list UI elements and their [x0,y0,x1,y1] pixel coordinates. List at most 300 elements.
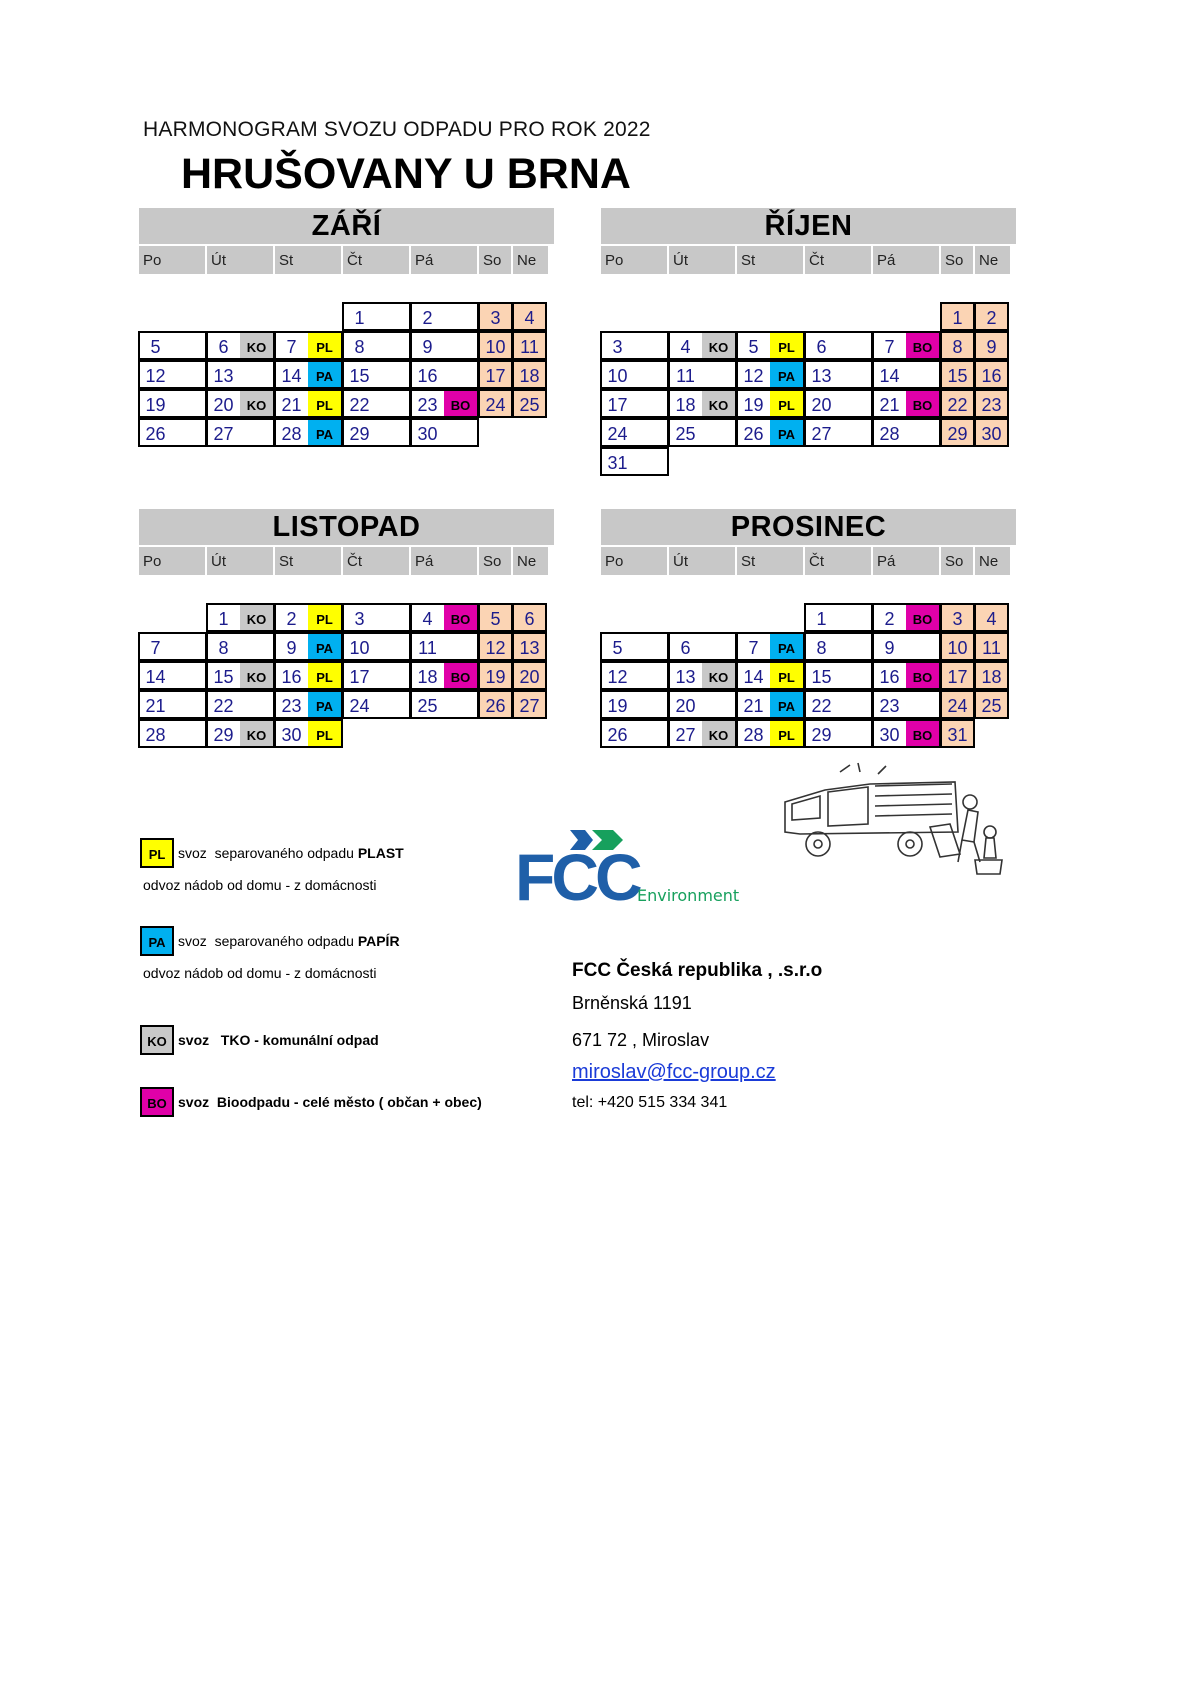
legend-bo-prefix: svoz [178,1094,217,1110]
company-name: FCC Česká republika , .s.r.o [572,960,823,981]
calendar-day [600,418,669,447]
day-number: 29 [811,725,832,745]
weekday-label: Ne [975,246,1010,274]
calendar-day [410,418,479,447]
day-number: 11 [982,638,1001,658]
calendar-day [478,603,513,632]
day-number: 8 [354,337,365,357]
calendar-day [206,360,275,389]
town-title: HRUŠOVANY U BRNA [181,150,631,198]
calendar-day [138,690,207,719]
weekday-row [139,246,554,274]
day-number: 9 [422,337,433,357]
calendar-day [478,632,513,661]
day-number: 14 [879,366,900,386]
weekday-label: Po [139,547,205,575]
day-number: 20 [675,696,696,716]
day-number: 18 [417,667,438,687]
day-number: 17 [947,667,968,687]
day-number: 13 [675,667,696,687]
calendar-day [872,661,941,690]
weekday-label: Út [207,547,273,575]
day-number: 8 [218,638,229,658]
weekday-label: Po [601,246,667,274]
day-number: 23 [981,395,1002,415]
weekday-row [601,547,1016,575]
collection-tag-pa: PA [308,692,341,717]
day-number: 19 [485,667,506,687]
calendar-day [512,603,547,632]
day-number: 23 [417,395,438,415]
logo-subtitle: Environment [637,886,740,905]
month-rijen [601,208,1016,473]
weekday-label: Po [139,246,205,274]
collection-tag-ko: KO [240,663,273,688]
day-number: 4 [524,308,535,328]
calendar-day [478,389,513,418]
day-number: 7 [150,638,161,658]
calendar-day [342,690,411,719]
collection-tag-pl: PL [770,391,803,416]
calendar-day [206,331,275,360]
calendar-day [410,302,479,331]
day-number: 30 [879,725,900,745]
calendar-day [872,360,941,389]
calendar-day [600,331,669,360]
legend-pa-bold: PAPÍR [357,933,400,949]
calendar-day [736,719,805,748]
collection-tag-bo: BO [906,391,939,416]
day-number: 16 [281,667,302,687]
day-number: 9 [986,337,997,357]
calendar-day [410,389,479,418]
legend-bo-bold: Bioodpadu - celé město ( občan + obec) [216,1094,482,1110]
calendar-day [274,360,343,389]
calendar-day [668,632,737,661]
month-prosinec [601,509,1016,745]
calendar-day [410,603,479,632]
calendar-day [974,661,1009,690]
calendar-day [206,719,275,748]
day-number: 13 [811,366,832,386]
day-number: 13 [213,366,234,386]
month-zari [139,208,554,444]
day-number: 17 [485,366,506,386]
day-number: 10 [485,337,506,357]
day-number: 30 [281,725,302,745]
weekday-label: So [479,246,511,274]
collection-tag-ko: KO [240,605,273,630]
weekday-label: Pá [873,246,939,274]
month-listopad [139,509,554,745]
day-number: 21 [145,696,166,716]
day-number: 26 [743,424,764,444]
day-number: 6 [218,337,229,357]
calendar-day [138,389,207,418]
calendar-day [274,661,343,690]
day-number: 27 [811,424,832,444]
calendar-day [478,661,513,690]
calendar-day [600,661,669,690]
calendar-day [736,331,805,360]
calendar-day [600,690,669,719]
day-number: 10 [947,638,968,658]
day-number: 9 [884,638,895,658]
weekday-label: Ne [513,246,548,274]
day-number: 14 [281,366,302,386]
calendar-day [804,418,873,447]
calendar-day [342,418,411,447]
day-number: 19 [743,395,764,415]
day-number: 5 [490,609,501,629]
day-number: 19 [145,395,166,415]
calendar-day [974,418,1009,447]
collection-tag-pl: PL [308,663,341,688]
calendar-day [342,603,411,632]
calendar-day [736,389,805,418]
calendar-day [478,690,513,719]
calendar-day [342,632,411,661]
day-number: 12 [743,366,764,386]
day-number: 18 [519,366,540,386]
day-number: 24 [485,395,506,415]
company-email-link[interactable]: miroslav@fcc-group.cz [572,1061,776,1083]
day-number: 4 [422,609,433,629]
day-number: 26 [607,725,628,745]
day-number: 21 [743,696,764,716]
weekday-label: Po [601,547,667,575]
calendar-day [274,389,343,418]
day-number: 25 [981,696,1002,716]
day-number: 21 [879,395,900,415]
calendar-day [872,389,941,418]
day-number: 18 [981,667,1002,687]
calendar-day [600,719,669,748]
calendar-day [804,661,873,690]
calendar-day [512,360,547,389]
calendar-day [872,418,941,447]
collection-tag-pl: PL [770,333,803,358]
collection-tag-ko: KO [702,391,735,416]
calendar-day [410,360,479,389]
day-number: 11 [520,337,539,357]
day-number: 1 [354,308,365,328]
collection-tag-pa: PA [308,634,341,659]
day-number: 5 [748,337,759,357]
day-number: 29 [349,424,370,444]
calendar-day [872,331,941,360]
collection-tag-pa: PA [770,634,803,659]
weekday-label: So [479,547,511,575]
calendar-day [478,360,513,389]
day-number: 22 [213,696,234,716]
calendar-day [206,661,275,690]
calendar-day [410,331,479,360]
calendar-day [206,418,275,447]
legend-ko-bold: TKO - komunální odpad [220,1032,379,1048]
day-number: 6 [816,337,827,357]
calendar-day [872,603,941,632]
calendar-day [736,360,805,389]
day-number: 10 [349,638,370,658]
calendar-day [668,719,737,748]
day-number: 7 [748,638,759,658]
day-number: 28 [743,725,764,745]
day-number: 1 [218,609,229,629]
calendar-day [974,690,1009,719]
calendar-day [872,690,941,719]
day-number: 18 [675,395,696,415]
day-number: 20 [811,395,832,415]
weekday-row [601,246,1016,274]
day-number: 17 [607,395,628,415]
day-number: 19 [607,696,628,716]
weekday-label: Út [207,246,273,274]
weekday-label: So [941,246,973,274]
day-number: 30 [981,424,1002,444]
day-number: 2 [286,609,297,629]
collection-tag-bo: BO [906,605,939,630]
day-number: 11 [418,638,437,658]
day-number: 6 [680,638,691,658]
day-number: 24 [349,696,370,716]
day-number: 23 [879,696,900,716]
calendar-day [512,389,547,418]
weekday-label: So [941,547,973,575]
collection-tag-ko: KO [240,391,273,416]
day-number: 27 [519,696,540,716]
legend-pl-prefix: svoz separovaného odpadu [178,845,358,861]
day-number: 27 [213,424,234,444]
company-phone: tel: +420 515 334 341 [572,1094,728,1111]
day-number: 14 [743,667,764,687]
day-number: 4 [680,337,691,357]
garbage-truck-illustration [780,762,1005,880]
calendar-day [512,331,547,360]
calendar-day [940,360,975,389]
day-number: 28 [281,424,302,444]
calendar-day [138,331,207,360]
calendar-day [274,603,343,632]
collection-tag-bo: BO [906,663,939,688]
month-title: ŘÍJEN [601,208,1016,244]
day-number: 31 [607,453,628,473]
calendar-day [410,632,479,661]
weekday-label: Út [669,547,735,575]
calendar-day [512,690,547,719]
calendar-day [736,661,805,690]
day-number: 31 [947,725,968,745]
calendar-day [804,690,873,719]
collection-tag-bo: BO [444,605,477,630]
month-title: PROSINEC [601,509,1016,545]
day-number: 15 [811,667,832,687]
day-number: 20 [213,395,234,415]
weekday-label: Út [669,246,735,274]
weekday-label: Pá [411,246,477,274]
calendar-day [974,603,1009,632]
day-number: 7 [286,337,297,357]
legend-ko-text [178,1032,379,1048]
legend-bo-box: BO [140,1087,174,1117]
legend-pl-box: PL [140,838,174,868]
collection-tag-pa: PA [770,692,803,717]
calendar-day [940,719,975,748]
collection-tag-ko: KO [240,333,273,358]
collection-tag-bo: BO [444,391,477,416]
day-number: 16 [417,366,438,386]
calendar-day [600,447,669,476]
calendar-day [274,632,343,661]
legend-bo-text [178,1094,482,1110]
legend-pl-note: odvoz nádob od domu - z domácnosti [143,877,377,893]
collection-tag-pa: PA [770,420,803,445]
day-number: 27 [675,725,696,745]
calendar-day [342,331,411,360]
calendar-day [600,389,669,418]
calendar-day [804,719,873,748]
day-number: 20 [519,667,540,687]
calendar-day [274,690,343,719]
calendar-day [940,690,975,719]
fcc-logo [515,826,755,906]
calendar-day [138,719,207,748]
calendar-day [342,389,411,418]
day-number: 25 [519,395,540,415]
calendar-day [940,302,975,331]
calendar-day [274,719,343,748]
weekday-label: Čt [343,246,409,274]
calendar-day [804,389,873,418]
day-number: 3 [612,337,623,357]
collection-tag-ko: KO [702,333,735,358]
collection-tag-pa: PA [308,420,341,445]
calendar-day [206,389,275,418]
legend-ko-prefix: svoz [178,1032,221,1048]
day-number: 28 [879,424,900,444]
weekday-label: Ne [513,547,548,575]
day-number: 14 [145,667,166,687]
collection-tag-bo: BO [906,721,939,746]
calendar-day [668,418,737,447]
calendar-day [478,331,513,360]
day-number: 25 [675,424,696,444]
collection-tag-pl: PL [770,721,803,746]
calendar-day [138,632,207,661]
calendar-day [600,632,669,661]
collection-tag-pl: PL [308,391,341,416]
collection-tag-pa: PA [308,362,341,387]
day-number: 2 [422,308,433,328]
day-number: 1 [816,609,827,629]
day-number: 8 [816,638,827,658]
weekday-label: St [737,547,803,575]
weekday-label: Pá [411,547,477,575]
calendar-day [274,331,343,360]
collection-tag-bo: BO [906,333,939,358]
day-number: 12 [607,667,628,687]
collection-tag-pl: PL [308,605,341,630]
calendar-day [410,661,479,690]
calendar-day [940,661,975,690]
day-number: 5 [612,638,623,658]
month-title: ZÁŘÍ [139,208,554,244]
calendar-day [804,360,873,389]
day-number: 1 [952,308,963,328]
calendar-day [668,661,737,690]
company-street: Brněnská 1191 [572,993,692,1013]
calendar-day [138,661,207,690]
month-title: LISTOPAD [139,509,554,545]
calendar-day [668,360,737,389]
collection-tag-bo: BO [444,663,477,688]
day-number: 3 [354,609,365,629]
weekday-row [139,547,554,575]
collection-tag-ko: KO [240,721,273,746]
calendar-day [804,632,873,661]
calendar-day [974,331,1009,360]
day-number: 22 [811,696,832,716]
calendar-day [736,418,805,447]
collection-tag-pa: PA [770,362,803,387]
calendar-day [668,389,737,418]
calendar-day [512,302,547,331]
weekday-label: Čt [343,547,409,575]
day-number: 17 [349,667,370,687]
calendar-day [804,603,873,632]
weekday-label: St [275,246,341,274]
calendar-day [974,632,1009,661]
legend-pl-bold: PLAST [357,845,404,861]
calendar-day [736,632,805,661]
collection-tag-pl: PL [308,721,341,746]
day-number: 22 [947,395,968,415]
legend-pa-prefix: svoz separovaného odpadu [178,933,358,949]
legend-pa-text [178,933,400,949]
calendar-day [940,418,975,447]
day-number: 9 [286,638,297,658]
calendar-day [512,661,547,690]
day-number: 26 [485,696,506,716]
day-number: 13 [519,638,540,658]
day-number: 16 [981,366,1002,386]
calendar-day [872,719,941,748]
day-number: 4 [986,609,997,629]
day-number: 29 [947,424,968,444]
day-number: 24 [607,424,628,444]
calendar-day [974,389,1009,418]
calendar-day [974,302,1009,331]
weekday-label: Pá [873,547,939,575]
calendar-day [940,603,975,632]
collection-tag-ko: KO [702,721,735,746]
calendar-day [512,632,547,661]
day-number: 15 [213,667,234,687]
weekday-label: Čt [805,547,871,575]
logo-letters: FCC [515,840,639,906]
day-number: 25 [417,696,438,716]
legend-pa-box: PA [140,926,174,956]
calendar-day [940,389,975,418]
calendar-day [206,603,275,632]
day-number: 26 [145,424,166,444]
calendar-day [872,632,941,661]
collection-tag-ko: KO [702,663,735,688]
company-city: 671 72 , Miroslav [572,1030,710,1050]
day-number: 23 [281,696,302,716]
day-number: 2 [884,609,895,629]
calendar-day [342,661,411,690]
